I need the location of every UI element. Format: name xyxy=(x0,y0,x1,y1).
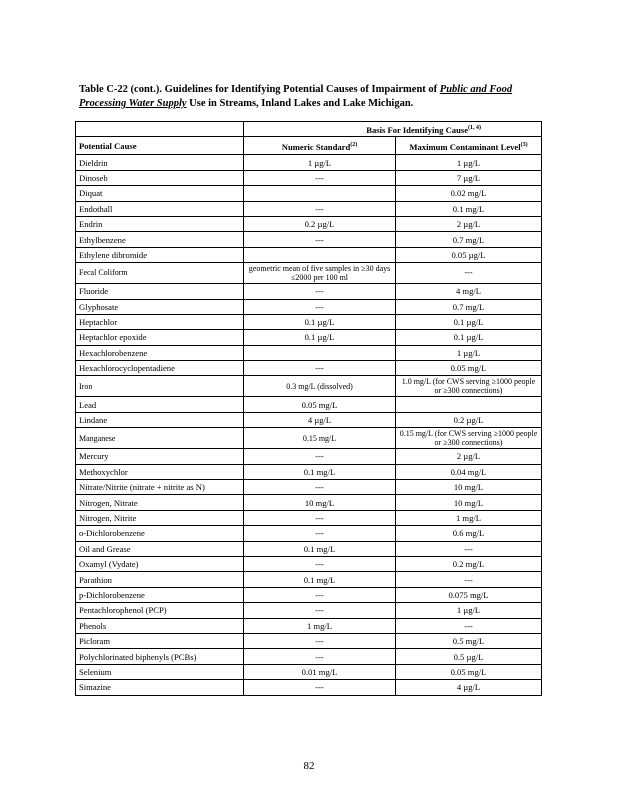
table-row xyxy=(76,603,542,618)
table-row xyxy=(76,556,542,571)
table-row xyxy=(76,232,542,247)
numeric-standard-cell: --- xyxy=(244,361,396,376)
numeric-standard-cell: 0.05 mg/L xyxy=(244,397,396,412)
numeric-standard-cell: 1 mg/L xyxy=(244,618,396,633)
table-row xyxy=(76,464,542,479)
cause-cell: o-Dichlorobenzene xyxy=(76,526,244,541)
mcl-cell: 7 µg/L xyxy=(396,170,542,185)
numeric-standard-cell xyxy=(244,186,396,201)
table-row xyxy=(76,541,542,556)
cause-cell: Hexachlorocyclopentadiene xyxy=(76,361,244,376)
mcl-cell: 1.0 mg/L (for CWS serving ≥1000 people or ≥300 connections) xyxy=(396,376,542,397)
numeric-standard-cell: 0.3 mg/L (dissolved) xyxy=(244,376,396,397)
mcl-cell: 1 µg/L xyxy=(396,345,542,360)
table-row xyxy=(76,330,542,345)
mcl-cell: 1 mg/L xyxy=(396,510,542,525)
cause-cell: Pentachlorophenol (PCP) xyxy=(76,603,244,618)
cause-cell: Parathion xyxy=(76,572,244,587)
numeric-standard-cell: --- xyxy=(244,680,396,695)
table-row xyxy=(76,618,542,633)
table-caption xyxy=(79,83,549,111)
table-row xyxy=(76,526,542,541)
numeric-standard-cell: --- xyxy=(244,449,396,464)
table-row xyxy=(76,633,542,648)
cause-cell: Picloram xyxy=(76,633,244,648)
table-row xyxy=(76,428,542,449)
numeric-standard-cell: --- xyxy=(244,633,396,648)
table-row xyxy=(76,510,542,525)
mcl-cell: 4 µg/L xyxy=(396,680,542,695)
mcl-cell: 4 mg/L xyxy=(396,284,542,299)
mcl-cell: 2 µg/L xyxy=(396,449,542,464)
cause-cell: Hexachlorobenzene xyxy=(76,345,244,360)
mcl-cell: 1 µg/L xyxy=(396,603,542,618)
numeric-standard-cell xyxy=(244,247,396,262)
basis-header xyxy=(244,122,542,137)
numeric-standard-cell: geometric mean of five samples in ≥30 days ≤2000 per 100 ml xyxy=(244,263,396,284)
numeric-standard-cell: 1 µg/L xyxy=(244,155,396,170)
cause-cell: Nitrogen, Nitrite xyxy=(76,510,244,525)
numeric-standard-cell: 4 µg/L xyxy=(244,412,396,427)
cause-cell: Lindane xyxy=(76,412,244,427)
table-row xyxy=(76,314,542,329)
mcl-cell: 0.2 mg/L xyxy=(396,556,542,571)
numeric-standard-cell: --- xyxy=(244,201,396,216)
numeric-standard-cell: --- xyxy=(244,510,396,525)
cause-cell: Heptachlor xyxy=(76,314,244,329)
numeric-standard-cell: 0.2 µg/L xyxy=(244,216,396,231)
potential-cause-header: Potential Cause xyxy=(76,137,244,155)
cause-cell: Fluoride xyxy=(76,284,244,299)
mcl-cell: 10 mg/L xyxy=(396,480,542,495)
cause-cell: Fecal Coliform xyxy=(76,263,244,284)
cause-cell: Selenium xyxy=(76,664,244,679)
mcl-cell: --- xyxy=(396,572,542,587)
table-row xyxy=(76,170,542,185)
caption-prefix: Table C-22 (cont.). Guidelines for Identifying Potential Causes of Impairment of xyxy=(79,84,440,95)
mcl-cell: 0.15 mg/L (for CWS serving ≥1000 people or ≥300 connections) xyxy=(396,428,542,449)
numeric-standard-cell: --- xyxy=(244,284,396,299)
mcl-cell: 10 mg/L xyxy=(396,495,542,510)
table-row xyxy=(76,216,542,231)
guidelines-table xyxy=(75,121,542,696)
numeric-standard-cell: 0.1 mg/L xyxy=(244,541,396,556)
cause-cell: Oil and Grease xyxy=(76,541,244,556)
mcl-header xyxy=(396,137,542,155)
mcl-cell: 0.7 mg/L xyxy=(396,299,542,314)
table-row xyxy=(76,412,542,427)
mcl-cell: --- xyxy=(396,541,542,556)
table-row xyxy=(76,664,542,679)
mcl-cell: 0.075 mg/L xyxy=(396,587,542,602)
page-number: 82 xyxy=(303,760,315,772)
table-row xyxy=(76,649,542,664)
mcl-cell: 0.1 µg/L xyxy=(396,314,542,329)
cause-cell: Mercury xyxy=(76,449,244,464)
table-row xyxy=(76,345,542,360)
table-row xyxy=(76,376,542,397)
cause-cell: Endrin xyxy=(76,216,244,231)
mcl-cell: 0.2 µg/L xyxy=(396,412,542,427)
mcl-cell: 0.05 mg/L xyxy=(396,361,542,376)
numeric-standard-cell: 0.1 µg/L xyxy=(244,314,396,329)
mcl-cell: 0.02 mg/L xyxy=(396,186,542,201)
numeric-standard-cell: --- xyxy=(244,587,396,602)
cause-cell: Lead xyxy=(76,397,244,412)
cause-cell: Diquat xyxy=(76,186,244,201)
numeric-standard-cell: 0.1 µg/L xyxy=(244,330,396,345)
numeric-standard-cell: --- xyxy=(244,649,396,664)
mcl-cell: 2 µg/L xyxy=(396,216,542,231)
numeric-standard-cell: 0.1 mg/L xyxy=(244,572,396,587)
table-row xyxy=(76,263,542,284)
mcl-cell: 0.05 µg/L xyxy=(396,247,542,262)
caption-use-name: Public and Food Processing Water Supply xyxy=(79,84,513,109)
cause-cell: Polychlorinated biphenyls (PCBs) xyxy=(76,649,244,664)
table-row xyxy=(76,680,542,695)
basis-footnote: (1, 4) xyxy=(468,125,482,132)
cause-cell: Nitrate/Nitrite (nitrate + nitrite as N) xyxy=(76,480,244,495)
table-row xyxy=(76,201,542,216)
numeric-standard-cell: --- xyxy=(244,299,396,314)
mcl-cell: 0.1 µg/L xyxy=(396,330,542,345)
table-row xyxy=(76,397,542,412)
numeric-standard-cell: 10 mg/L xyxy=(244,495,396,510)
cause-cell: Dinoseb xyxy=(76,170,244,185)
caption-suffix: Use in Streams, Inland Lakes and Lake Michigan. xyxy=(186,98,414,109)
mcl-cell: 0.1 mg/L xyxy=(396,201,542,216)
mcl-footnote: (3) xyxy=(520,141,528,148)
mcl-cell: 0.6 mg/L xyxy=(396,526,542,541)
mcl-cell: 0.7 mg/L xyxy=(396,232,542,247)
mcl-cell: 0.5 µg/L xyxy=(396,649,542,664)
numeric-standard-footnote: (2) xyxy=(350,141,358,148)
mcl-label: Maximum Contaminant Level xyxy=(409,141,521,152)
cause-cell: Nitrogen, Nitrate xyxy=(76,495,244,510)
numeric-standard-cell: --- xyxy=(244,526,396,541)
mcl-cell xyxy=(396,397,542,412)
cause-cell: Manganese xyxy=(76,428,244,449)
cause-cell: p-Dichlorobenzene xyxy=(76,587,244,602)
numeric-standard-cell: 0.01 mg/L xyxy=(244,664,396,679)
numeric-standard-label: Numeric Standard xyxy=(281,141,351,152)
table-row xyxy=(76,587,542,602)
basis-label: Basis For Identifying Cause xyxy=(366,125,469,136)
table-row xyxy=(76,155,542,170)
table-row xyxy=(76,480,542,495)
cause-cell: Heptachlor epoxide xyxy=(76,330,244,345)
mcl-cell: 0.5 mg/L xyxy=(396,633,542,648)
numeric-standard-cell: --- xyxy=(244,170,396,185)
numeric-standard-cell: --- xyxy=(244,480,396,495)
cause-cell: Ethylene dibromide xyxy=(76,247,244,262)
mcl-cell: 0.04 mg/L xyxy=(396,464,542,479)
table-row xyxy=(76,284,542,299)
table-row xyxy=(76,186,542,201)
mcl-cell: 0.05 mg/L xyxy=(396,664,542,679)
table-row xyxy=(76,247,542,262)
table-row xyxy=(76,495,542,510)
cause-cell: Simazine xyxy=(76,680,244,695)
mcl-cell: --- xyxy=(396,618,542,633)
mcl-cell: --- xyxy=(396,263,542,284)
cause-cell: Glyphosate xyxy=(76,299,244,314)
cause-cell: Endothall xyxy=(76,201,244,216)
mcl-cell: 1 µg/L xyxy=(396,155,542,170)
table-row xyxy=(76,449,542,464)
cause-cell: Dieldrin xyxy=(76,155,244,170)
blank-header-cell xyxy=(76,122,244,137)
cause-cell: Oxamyl (Vydate) xyxy=(76,556,244,571)
numeric-standard-cell: --- xyxy=(244,556,396,571)
cause-cell: Ethylbenzene xyxy=(76,232,244,247)
numeric-standard-cell: --- xyxy=(244,603,396,618)
numeric-standard-cell: --- xyxy=(244,232,396,247)
numeric-standard-header xyxy=(244,137,396,155)
table-row xyxy=(76,299,542,314)
numeric-standard-cell: 0.1 mg/L xyxy=(244,464,396,479)
cause-cell: Methoxychlor xyxy=(76,464,244,479)
table-row xyxy=(76,361,542,376)
table-row xyxy=(76,572,542,587)
numeric-standard-cell: 0.15 mg/L xyxy=(244,428,396,449)
numeric-standard-cell xyxy=(244,345,396,360)
cause-cell: Iron xyxy=(76,376,244,397)
cause-cell: Phenols xyxy=(76,618,244,633)
